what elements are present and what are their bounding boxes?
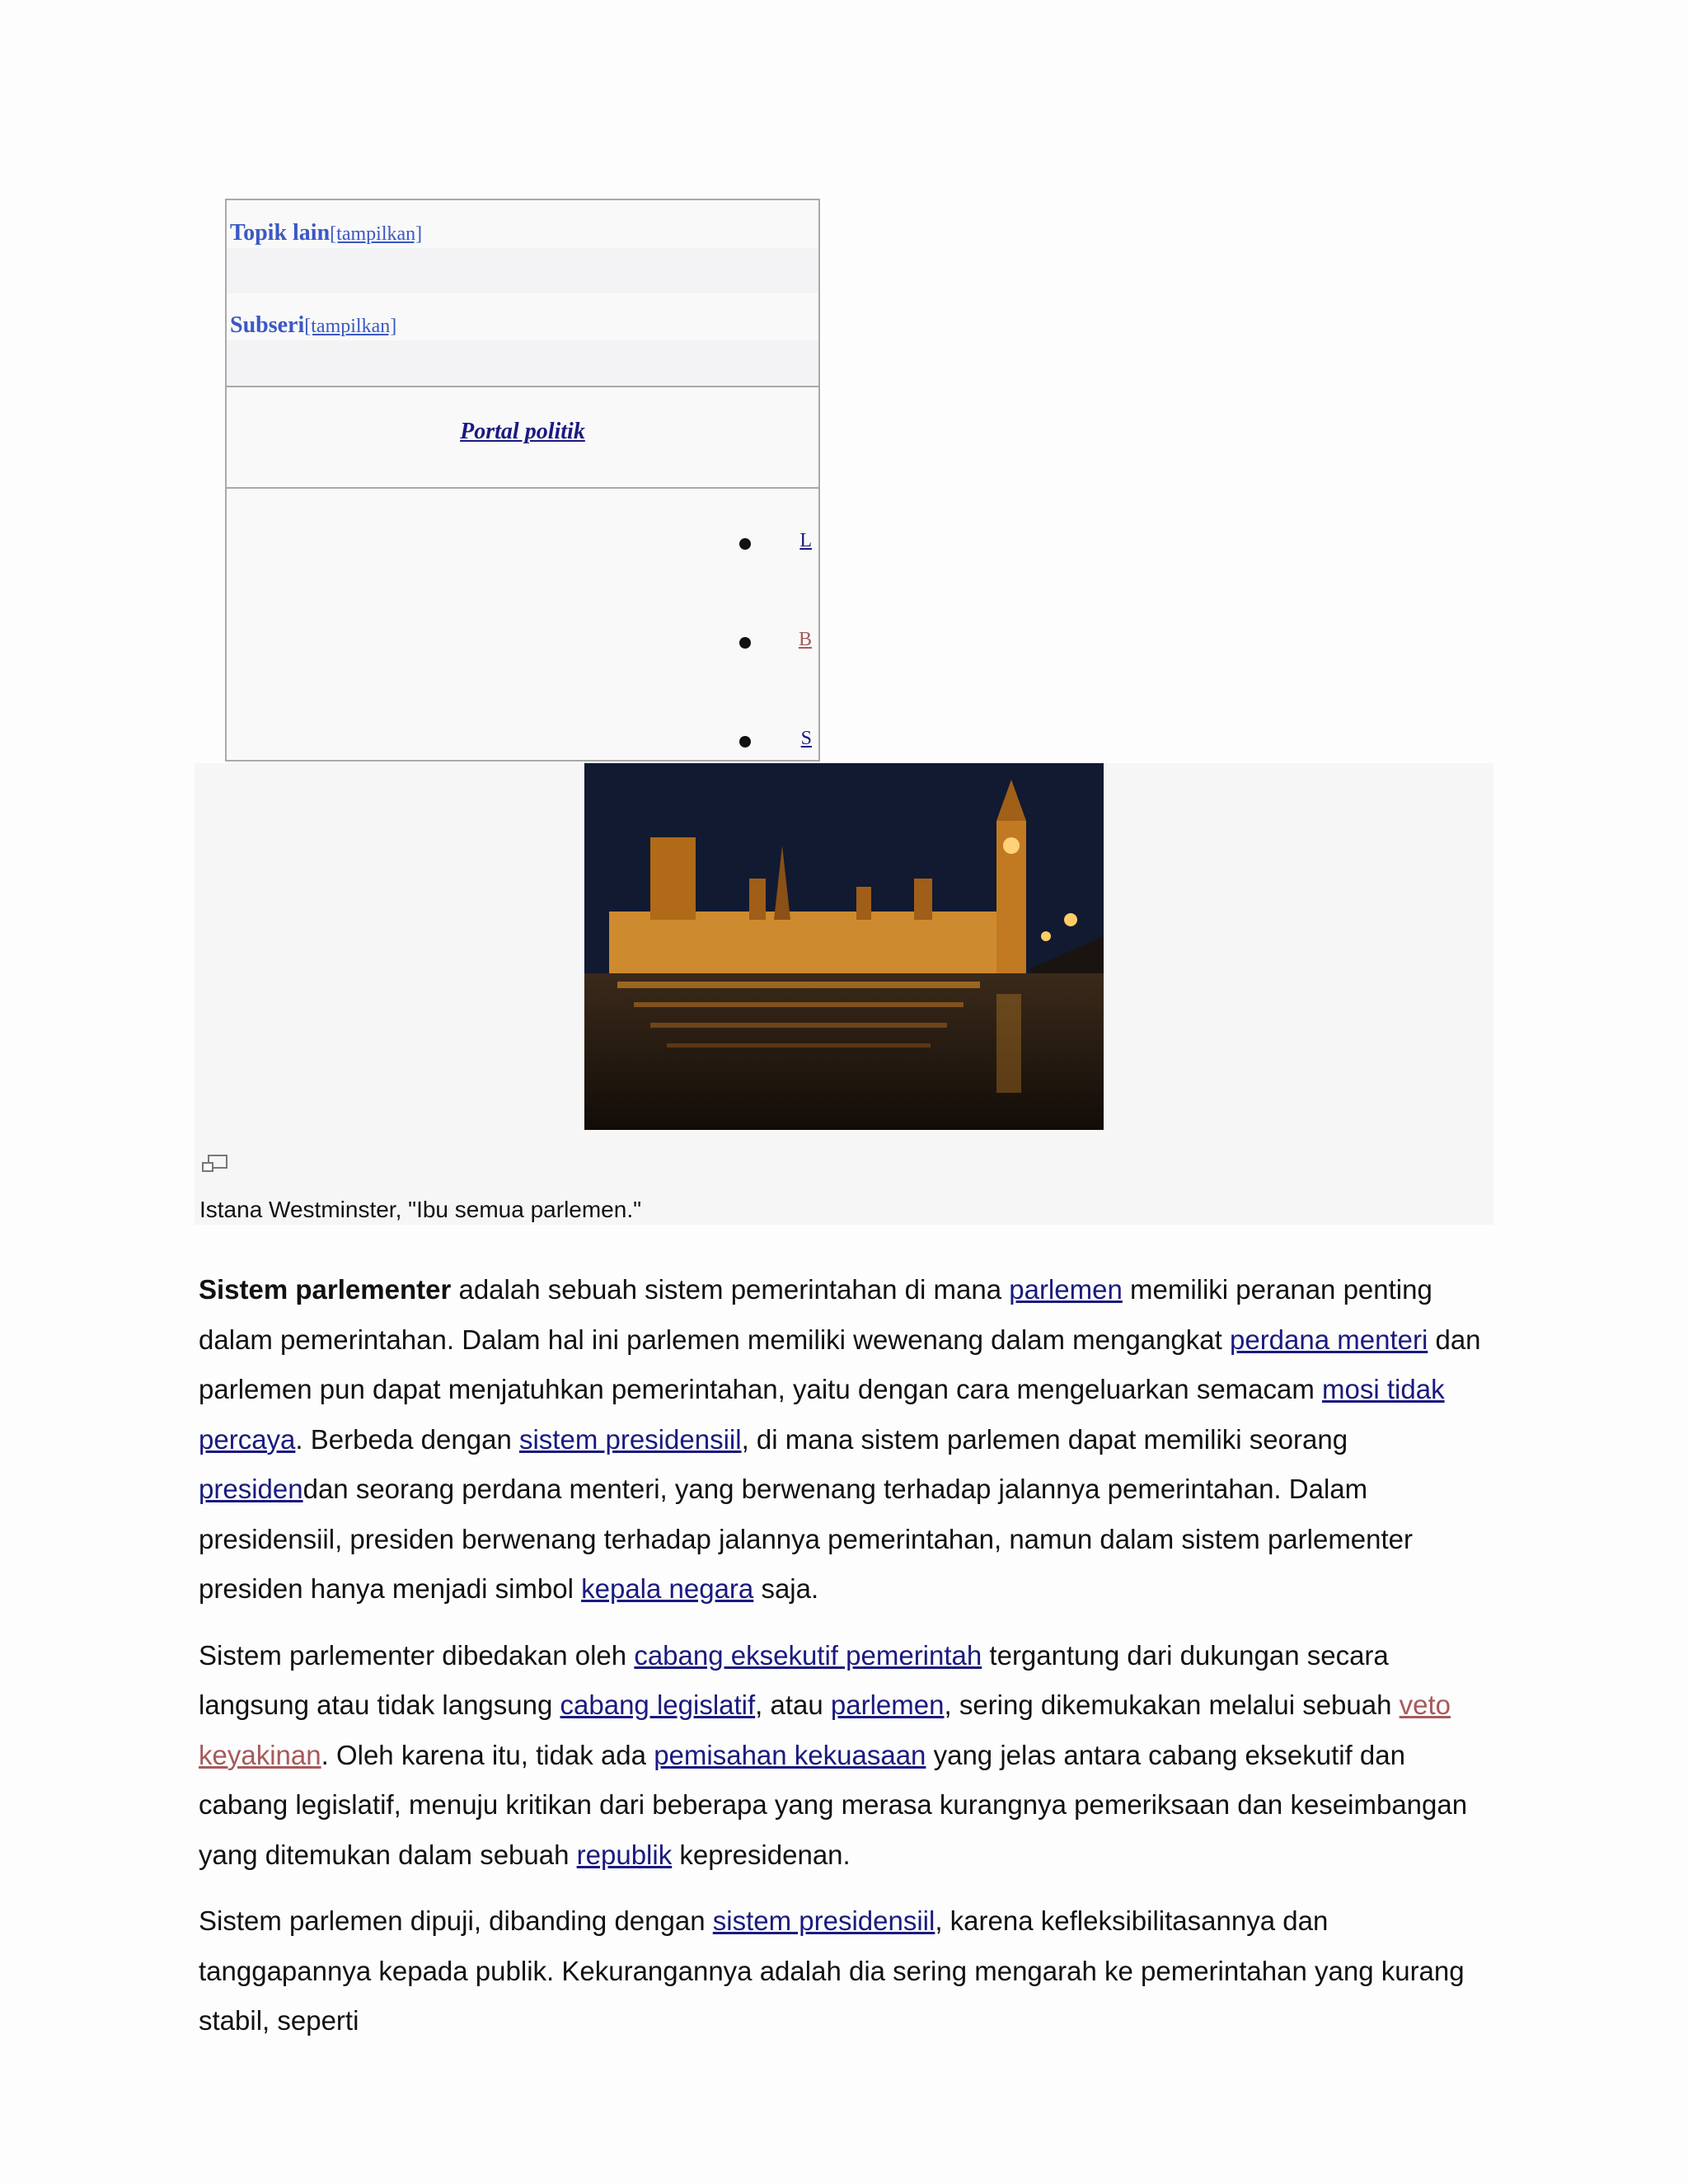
link-kepala-negara[interactable]: kepala negara (581, 1573, 754, 1604)
bullet-icon (739, 538, 751, 550)
text: saja. (753, 1573, 819, 1604)
enlarge-icon[interactable] (201, 1154, 229, 1179)
subseri-toggle[interactable]: [tampilkan] (304, 316, 397, 337)
paragraph-1 (199, 1265, 1501, 1615)
text: , di mana sistem parlemen dapat memiliki seorang (741, 1423, 1348, 1455)
list-item-link[interactable]: S (800, 728, 812, 749)
list-item (739, 629, 814, 662)
text: tergantung dari dukungan secara langsung atau tidak langsung (199, 1639, 1389, 1720)
subseri-band (227, 340, 818, 386)
topik-lain-toggle[interactable]: [tampilkan] (330, 223, 423, 245)
link-sistem-presidensiil[interactable]: sistem presidensiil (518, 1423, 742, 1455)
text: Sistem parlementer dibedakan oleh (199, 1639, 635, 1671)
topik-lain-band (227, 248, 818, 293)
westminster-illustration (584, 763, 1104, 1130)
text: kepresidenan. (672, 1839, 851, 1870)
paragraph-2 (199, 1631, 1501, 1881)
bullet-icon (739, 736, 751, 748)
text: . Berbeda dengan (295, 1423, 519, 1455)
navbox (225, 199, 820, 762)
portal-politik-link[interactable]: Portal politik (460, 419, 585, 444)
text: adalah sebuah sistem pemerintahan di mana (451, 1274, 1010, 1305)
link-mosi-tidak-percaya[interactable]: mosi tidak percaya (199, 1374, 1445, 1455)
topik-lain-heading (230, 220, 422, 246)
text: , karena kefleksibilitasannya dan tanggapannya kepada publik. Kekurangannya adalah dia sering mengarah ke pemerintahan yang kurang stabil, seperti (199, 1905, 1465, 2036)
link-cabang-eksekutif[interactable]: cabang eksekutif pemerintah (634, 1639, 982, 1671)
list-item (739, 728, 814, 761)
article-body (199, 1265, 1501, 2063)
link-sistem-presidensiil[interactable]: sistem presidensiil (712, 1905, 935, 1936)
text: , atau (755, 1690, 831, 1720)
link-veto-keyakinan[interactable]: veto keyakinan (199, 1690, 1451, 1770)
paragraph-3 (199, 1896, 1501, 2046)
term-bold: Sistem parlementer (199, 1274, 452, 1305)
link-republik[interactable]: republik (576, 1839, 673, 1870)
topik-lain-label: Topik lain (230, 220, 331, 246)
text: dan parlemen pun dapat menjatuhkan pemerintahan, yaitu dengan cara mengeluarkan semacam (199, 1324, 1481, 1404)
list-item-link[interactable]: L (799, 530, 812, 551)
link-pemisahan-kekuasaan[interactable]: pemisahan kekuasaan (654, 1739, 926, 1770)
text: dan seorang perdana menteri, yang berwenang terhadap jalannya pemerintahan. Dalam presidensiil, presiden berwenang terhadap jalannya pemerintahan, namun dalam sistem parlementer presiden hanya menjadi simbol (199, 1474, 1414, 1604)
link-parlemen[interactable]: parlemen (830, 1690, 945, 1720)
text: , sering dikemukakan melalui sebuah (944, 1690, 1400, 1720)
link-parlemen[interactable]: parlemen (1009, 1274, 1123, 1305)
link-cabang-legislatif[interactable]: cabang legislatif (560, 1690, 756, 1720)
bullet-icon (739, 637, 751, 649)
navbox-divider (227, 386, 818, 387)
subseri-heading (230, 312, 396, 339)
text: memiliki peranan penting dalam pemerintahan. Dalam hal ini parlemen memiliki wewenang dalam mengangkat (199, 1274, 1432, 1355)
westminster-photo[interactable] (584, 763, 1104, 1130)
text: yang jelas antara cabang eksekutif dan cabang legislatif, menuju kritikan dari beberapa yang merasa kurangnya pemeriksaan dan keseimbangan yang ditemukan dalam sebuah (199, 1739, 1468, 1870)
figure-thumbnail (195, 763, 1493, 1225)
list-item (739, 530, 814, 563)
link-perdana-menteri[interactable]: perdana menteri (1229, 1324, 1428, 1355)
list-item-link[interactable]: B (798, 629, 812, 650)
link-presiden[interactable]: presiden (199, 1474, 303, 1504)
text: Sistem parlemen dipuji, dibanding dengan (199, 1905, 713, 1936)
text: . Oleh karena itu, tidak ada (321, 1739, 654, 1770)
navbox-divider (227, 487, 818, 489)
subseri-label: Subseri (230, 312, 305, 338)
figure-caption: Istana Westminster, "Ibu semua parlemen." (199, 1197, 642, 1222)
